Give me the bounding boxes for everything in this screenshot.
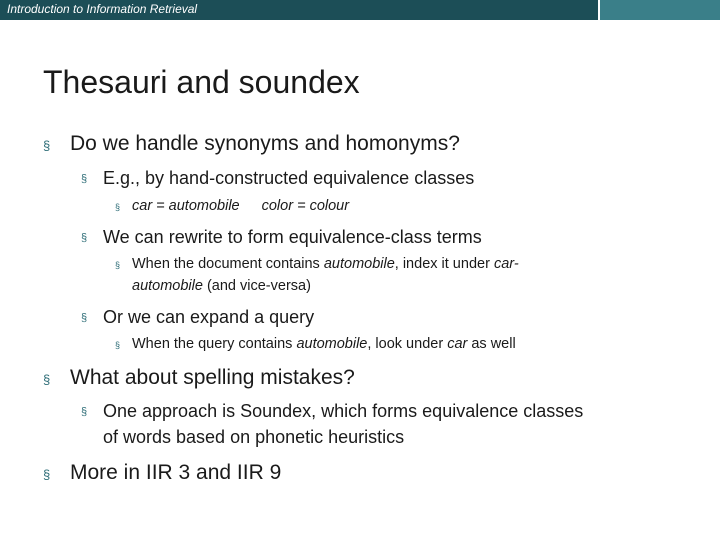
sub-sub-bullet-query-expansion [115, 336, 516, 352]
text-pre: When the document contains [132, 256, 324, 272]
keyword-automobile: automobile [323, 256, 395, 272]
example-car-automobile: car = automobile [132, 198, 240, 214]
bullet-marker-icon: § [81, 173, 88, 185]
bullet-text: More in IIR 3 and IIR 9 [70, 461, 282, 484]
bullet-synonyms [43, 132, 460, 156]
bullet-text: We can rewrite to form equivalence-class terms [103, 227, 482, 247]
bullet-marker-icon: § [81, 232, 88, 244]
sub-bullet-soundex-cont [103, 427, 404, 448]
bullet-marker-icon: § [43, 138, 51, 153]
bullet-text: Do we handle synonyms and homonyms? [70, 132, 460, 155]
text-pre: When the query contains [132, 336, 297, 352]
sub-sub-bullet-document-rewrite [115, 256, 519, 272]
keyword-automobile: automobile [296, 336, 368, 352]
bullet-marker-icon: § [115, 260, 121, 270]
bullet-text: E.g., by hand-constructed equivalence classes [103, 168, 475, 188]
bullet-marker-icon: § [81, 312, 88, 324]
bullet-text: of words based on phonetic heuristics [103, 427, 405, 447]
bullet-marker-icon: § [43, 372, 51, 387]
course-label: Introduction to Information Retrieval [7, 2, 198, 16]
sub-bullet-expand-query [81, 307, 315, 328]
bullet-text: What about spelling mistakes? [70, 366, 355, 389]
bullet-spelling-mistakes [43, 366, 355, 390]
sub-bullet-soundex [81, 401, 584, 422]
bullet-more-iir [43, 461, 282, 485]
text-mid: , index it under [394, 256, 494, 272]
text-mid: , look under [367, 336, 448, 352]
keyword-car-prefix: car- [493, 256, 519, 272]
sub-bullet-equivalence-classes [81, 168, 475, 189]
bullet-text: One approach is Soundex, which forms equivalence classes [103, 401, 584, 421]
keyword-car: car [447, 336, 468, 352]
sub-sub-bullet-document-rewrite-cont [132, 278, 311, 294]
bullet-marker-icon: § [81, 406, 88, 418]
example-color-colour: color = colour [261, 198, 350, 214]
sub-sub-bullet-examples [115, 198, 350, 214]
bullet-marker-icon: § [115, 202, 121, 212]
bullet-marker-icon: § [115, 340, 121, 350]
text-post: as well [467, 336, 516, 352]
bullet-marker-icon: § [43, 467, 51, 482]
text-post: (and vice-versa) [202, 278, 311, 294]
bullet-text: Or we can expand a query [103, 307, 315, 327]
slide-title: Thesauri and soundex [43, 64, 360, 100]
sub-bullet-rewrite [81, 227, 482, 248]
keyword-automobile-cont: automobile [132, 278, 203, 294]
